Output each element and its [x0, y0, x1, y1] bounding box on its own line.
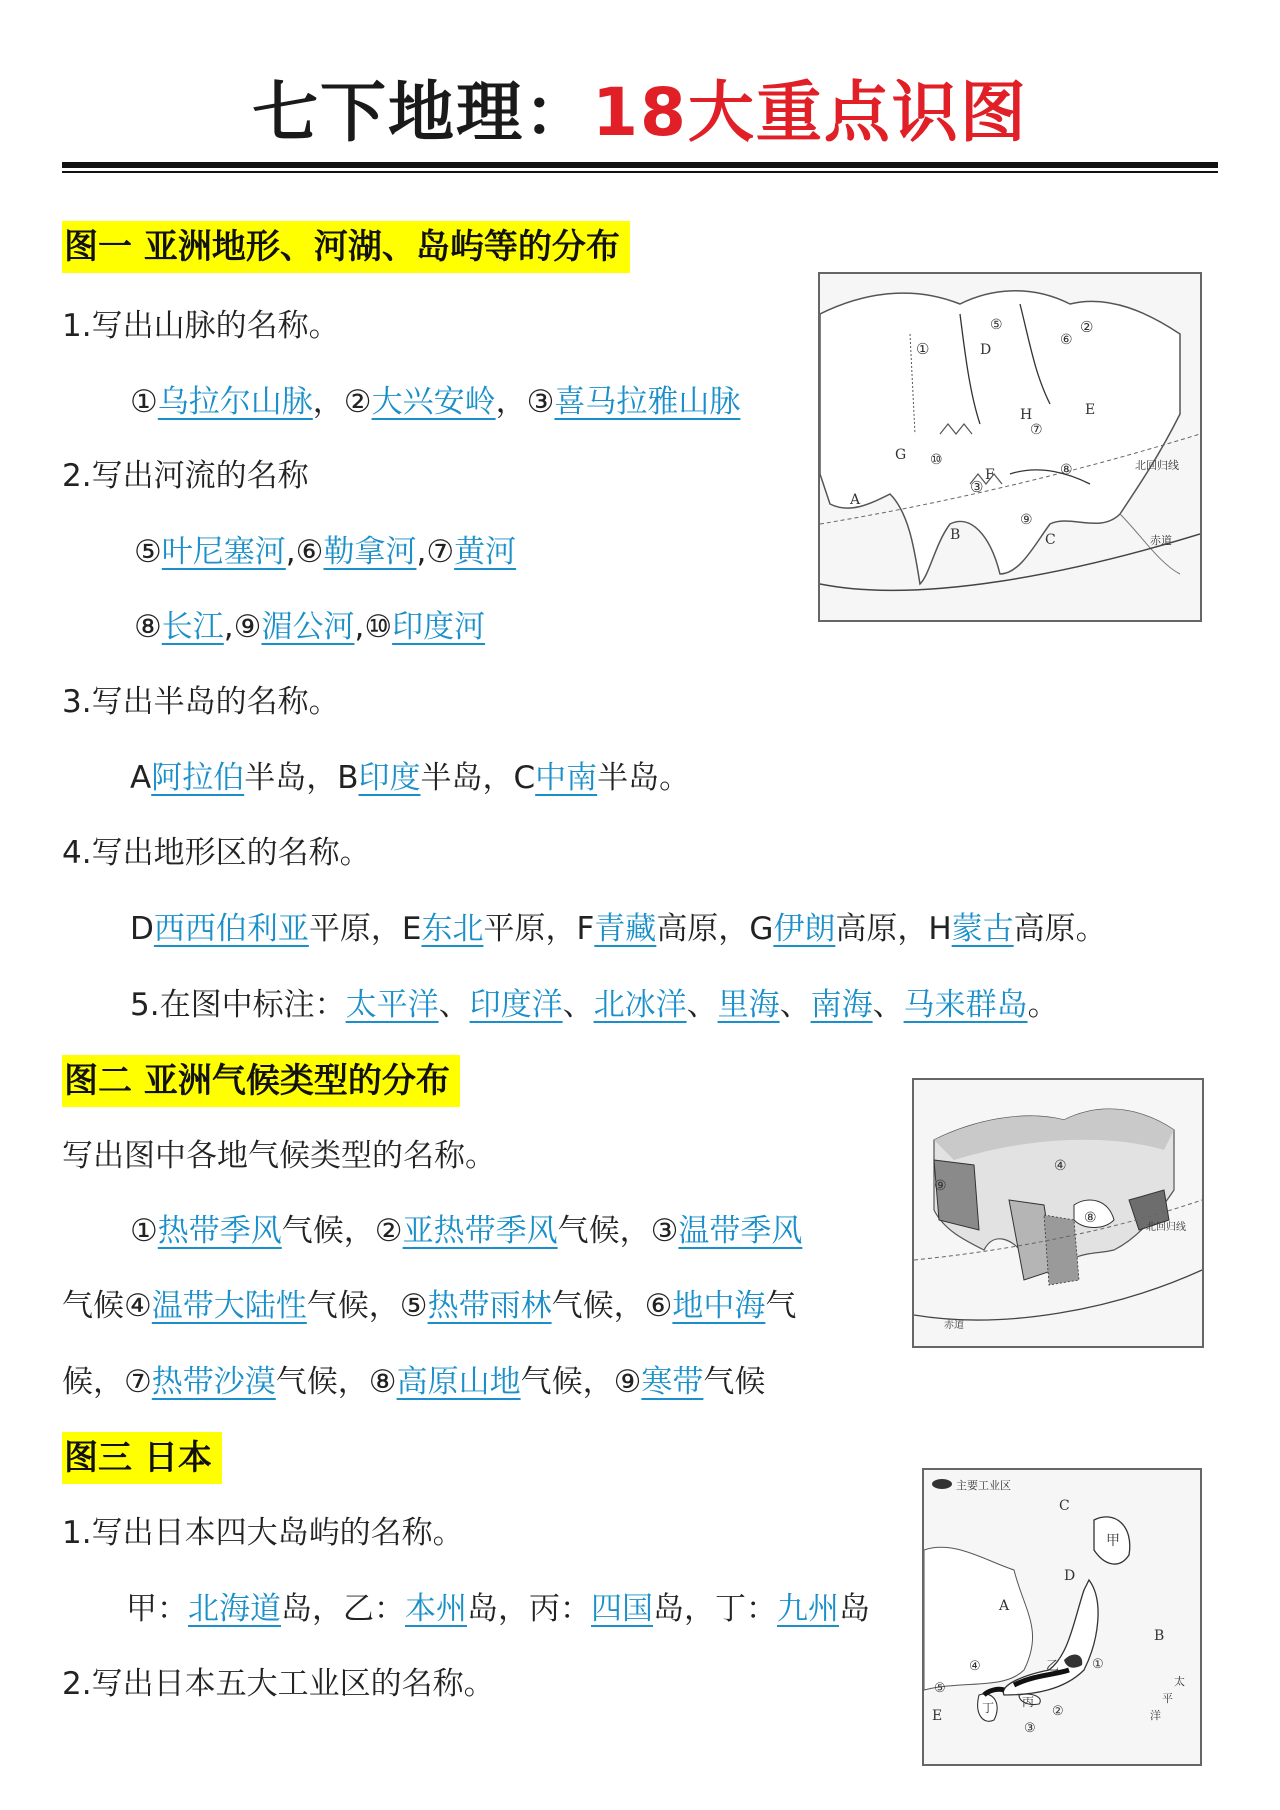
answer-separator: 气候，	[520, 1364, 614, 1400]
svg-text:①: ①	[916, 340, 930, 358]
svg-text:赤道: 赤道	[1150, 534, 1172, 547]
fig1-q2: 2.写出河流的名称	[62, 458, 309, 494]
answer-separator: 气候，	[306, 1288, 400, 1324]
answer-number: ⑧	[134, 609, 162, 645]
fig2-line3-lead: 候，	[62, 1364, 124, 1400]
answer-number: ⑩	[364, 609, 393, 645]
fig2-answers-line3	[62, 1360, 765, 1404]
svg-text:G: G	[895, 447, 907, 463]
answer-number: ②	[374, 1213, 403, 1249]
svg-text:A: A	[999, 1598, 1010, 1614]
fig1-mountains-answers	[130, 380, 740, 424]
answer-text: 青藏	[594, 911, 657, 947]
answer-separator: 半岛，	[420, 760, 514, 796]
answer-text: 蒙古	[951, 911, 1014, 947]
answer-separator: 半岛。	[597, 760, 691, 796]
svg-text:D: D	[1064, 1568, 1076, 1584]
answer-number: B	[337, 760, 359, 796]
svg-text:⑨: ⑨	[1020, 512, 1033, 528]
fig3-islands-answers	[126, 1587, 870, 1631]
answer-separator: 气	[765, 1288, 797, 1324]
answer-separator: 、	[562, 987, 594, 1023]
svg-text:⑩: ⑩	[930, 452, 943, 468]
answer-separator: 气候，	[281, 1213, 375, 1249]
answer-separator: 气候，	[551, 1288, 645, 1324]
fig2-line2-lead: 气候	[62, 1288, 124, 1324]
answer-text: 中南	[535, 760, 598, 796]
answer-text: 东北	[421, 911, 484, 947]
answer-separator: 。	[1027, 987, 1059, 1023]
fig3-q2: 2.写出日本五大工业区的名称。	[62, 1666, 495, 1702]
answer-separator: 高原，	[656, 911, 750, 947]
fig1-q1: 1.写出山脉的名称。	[62, 308, 340, 344]
answer-number: ③	[650, 1213, 679, 1249]
answer-number: ②	[343, 384, 372, 420]
answer-separator: 岛	[839, 1591, 870, 1627]
title-rule-thick	[62, 162, 1218, 168]
svg-text:乙: 乙	[1046, 1659, 1060, 1674]
svg-text:D: D	[980, 342, 992, 358]
svg-text:⑥: ⑥	[1060, 332, 1073, 348]
answer-text: 亚热带季风	[402, 1213, 558, 1249]
answer-number: ①	[130, 384, 158, 420]
answer-text: 高原山地	[396, 1364, 521, 1400]
answer-text: 本州	[405, 1591, 467, 1627]
answer-separator: 半岛，	[244, 760, 338, 796]
answer-number: 丁：	[715, 1591, 777, 1627]
answer-text: 九州	[777, 1591, 839, 1627]
answer-text: 伊朗	[773, 911, 836, 947]
answer-text: 湄公河	[261, 609, 355, 645]
asia-terrain-map	[818, 272, 1202, 622]
fig3-heading: 图三 日本	[62, 1432, 222, 1484]
answer-text: 叶尼塞河	[161, 534, 286, 570]
svg-text:②: ②	[1080, 318, 1094, 336]
svg-text:洋: 洋	[1150, 1709, 1161, 1722]
svg-text:③: ③	[1024, 1721, 1036, 1736]
answer-separator: 平原，	[308, 911, 402, 947]
answer-number: ⑨	[233, 609, 262, 645]
answer-number: ⑤	[134, 534, 162, 570]
answer-number: ①	[130, 1213, 158, 1249]
answer-text: 马来群岛	[903, 987, 1028, 1023]
answer-separator: 、	[872, 987, 904, 1023]
svg-text:E: E	[1085, 402, 1096, 418]
answer-text: 四国	[591, 1591, 653, 1627]
svg-text:⑧: ⑧	[1084, 1210, 1097, 1226]
svg-text:⑨: ⑨	[934, 1178, 947, 1194]
svg-text:⑦: ⑦	[1030, 422, 1043, 438]
svg-text:②: ②	[1052, 1704, 1064, 1719]
answer-separator: ,	[354, 609, 365, 645]
svg-text:H: H	[1020, 407, 1033, 423]
svg-text:A: A	[850, 492, 861, 508]
answer-separator: ，	[495, 384, 527, 420]
svg-text:C: C	[1059, 1498, 1070, 1514]
answer-separator: ,	[285, 534, 296, 570]
fig2-answers-line2	[62, 1284, 796, 1328]
svg-text:平: 平	[1162, 1692, 1173, 1705]
answer-text: 大兴安岭	[371, 384, 496, 420]
japan-map	[922, 1468, 1202, 1766]
svg-text:⑧: ⑧	[1060, 462, 1073, 478]
svg-text:④: ④	[969, 1659, 981, 1674]
answer-separator: ,	[223, 609, 234, 645]
fig1-q5: 5.在图中标注：	[130, 987, 346, 1023]
answer-text: 勒拿河	[323, 534, 417, 570]
asia-climate-map	[912, 1078, 1204, 1348]
answer-text: 印度河	[392, 609, 486, 645]
answer-separator: 气候	[703, 1364, 766, 1400]
answer-separator: ,	[416, 534, 427, 570]
answer-separator: 高原，	[835, 911, 929, 947]
fig1-rivers-answers-a	[134, 530, 516, 574]
page-title	[0, 68, 1280, 158]
answer-text: 乌拉尔山脉	[157, 384, 313, 420]
answer-number: ③	[526, 384, 555, 420]
answer-text: 北海道	[188, 1591, 281, 1627]
fig2-answers-line1	[130, 1209, 802, 1253]
answer-number: G	[749, 911, 774, 947]
fig1-peninsulas-answers	[130, 756, 690, 800]
answer-text: 印度	[358, 760, 421, 796]
answer-number: 丙：	[529, 1591, 591, 1627]
answer-text: 北冰洋	[593, 987, 687, 1023]
answer-number: ⑨	[613, 1364, 642, 1400]
answer-separator: 岛，	[653, 1591, 715, 1627]
answer-text: 温带季风	[678, 1213, 803, 1249]
svg-text:甲: 甲	[1106, 1533, 1120, 1549]
fig1-landforms-answers	[130, 907, 1107, 951]
answer-separator: 岛，	[281, 1591, 343, 1627]
svg-text:B: B	[1154, 1628, 1165, 1644]
answer-text: 热带雨林	[427, 1288, 552, 1324]
answer-text: 温带大陆性	[151, 1288, 307, 1324]
answer-text: 地中海	[672, 1288, 766, 1324]
fig1-q4: 4.写出地形区的名称。	[62, 835, 371, 871]
svg-text:①: ①	[1092, 1657, 1104, 1672]
answer-text: 热带季风	[157, 1213, 282, 1249]
svg-text:丙: 丙	[1022, 1695, 1035, 1709]
answer-separator: 岛，	[467, 1591, 529, 1627]
japan-map-legend: 主要工业区	[956, 1479, 1011, 1492]
answer-separator: 、	[779, 987, 811, 1023]
svg-text:北回归线: 北回归线	[1135, 459, 1179, 472]
svg-text:⑤: ⑤	[990, 317, 1003, 333]
answer-number: H	[928, 911, 952, 947]
answer-text: 长江	[161, 609, 224, 645]
fig1-q5-answers	[130, 983, 1059, 1027]
answer-number: 乙：	[343, 1591, 405, 1627]
answer-number: ⑥	[295, 534, 324, 570]
answer-number: ⑦	[124, 1364, 152, 1400]
answer-separator: 平原，	[483, 911, 577, 947]
answer-text: 黄河	[454, 534, 517, 570]
answer-text: 太平洋	[345, 987, 439, 1023]
svg-text:北回归线: 北回归线	[1146, 1222, 1186, 1233]
svg-text:⑤: ⑤	[934, 1681, 946, 1696]
svg-text:丁: 丁	[982, 1701, 995, 1715]
svg-text:③: ③	[970, 478, 984, 496]
answer-number: 甲：	[126, 1591, 188, 1627]
answer-number: A	[130, 760, 152, 796]
answer-text: 寒带	[641, 1364, 704, 1400]
answer-separator: 气候，	[275, 1364, 369, 1400]
answer-number: E	[401, 911, 422, 947]
answer-text: 南海	[810, 987, 873, 1023]
answer-text: 阿拉伯	[151, 760, 245, 796]
answer-text: 喜马拉雅山脉	[554, 384, 741, 420]
answer-separator: ，	[312, 384, 344, 420]
answer-number: ⑥	[644, 1288, 673, 1324]
answer-separator: 气候，	[557, 1213, 651, 1249]
answer-separator: 、	[438, 987, 470, 1023]
answer-number: D	[130, 911, 154, 947]
title-highlight: 18大重点识图	[592, 74, 1028, 151]
answer-number: ⑦	[426, 534, 455, 570]
fig3-q1: 1.写出日本四大岛屿的名称。	[62, 1515, 464, 1551]
answer-number: ⑤	[399, 1288, 428, 1324]
answer-text: 热带沙漠	[151, 1364, 276, 1400]
answer-number: C	[513, 760, 536, 796]
answer-separator: 、	[686, 987, 718, 1023]
answer-text: 里海	[717, 987, 780, 1023]
answer-separator: 高原。	[1013, 911, 1107, 947]
svg-text:赤道: 赤道	[944, 1320, 964, 1331]
answer-number: ④	[124, 1288, 152, 1324]
fig1-rivers-answers-b	[134, 605, 485, 649]
answer-number: F	[576, 911, 595, 947]
svg-text:E: E	[932, 1708, 943, 1724]
answer-number: ⑧	[368, 1364, 397, 1400]
fig1-heading: 图一 亚洲地形、河湖、岛屿等的分布	[62, 221, 630, 273]
svg-text:F: F	[985, 467, 995, 483]
answer-text: 印度洋	[469, 987, 563, 1023]
svg-text:④: ④	[1054, 1158, 1067, 1174]
fig2-prompt: 写出图中各地气候类型的名称。	[62, 1138, 496, 1174]
svg-text:B: B	[950, 527, 961, 543]
fig2-heading: 图二 亚洲气候类型的分布	[62, 1055, 460, 1107]
answer-text: 西西伯利亚	[153, 911, 309, 947]
title-main: 七下地理：	[252, 74, 593, 151]
fig1-q3: 3.写出半岛的名称。	[62, 684, 340, 720]
svg-text:太: 太	[1174, 1675, 1185, 1688]
svg-text:C: C	[1045, 532, 1056, 548]
title-rule-thin	[62, 171, 1218, 173]
